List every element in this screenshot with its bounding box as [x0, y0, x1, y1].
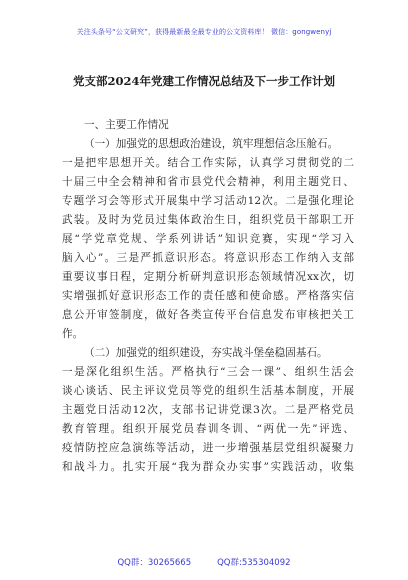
- section-heading: （一）加强党的思想政治建设，筑牢理想信念压舱石。: [84, 138, 339, 150]
- paragraph-line: 重要议事日程，定期分析研判意识形态领域情况xx次，切: [62, 271, 354, 283]
- paragraph-line: 主题党日活动12次，支部书记讲党课3次。二是严格党员: [62, 404, 354, 416]
- paragraph-line: 十届三中全会精神和省市县党代会精神，利用主题党日、: [62, 176, 354, 188]
- paragraph-line: 实增强抓好意识形态工作的责任感和使命感。严格落实信: [62, 290, 354, 302]
- paragraph-line: 武装。及时为党员过集体政治生日，组织党员干部职工开: [62, 214, 354, 226]
- paragraph-line: 和战斗力。扎实开展“我为群众办实事”实践活动，收集: [62, 461, 354, 473]
- document-body: [62, 116, 354, 477]
- section-heading: 一、主要工作情况: [84, 119, 169, 131]
- footer-qq-group-1: QQ群：30265665: [117, 558, 192, 568]
- section-heading: （二）加强党的组织建设，夯实战斗堡垒稳固基石。: [84, 347, 328, 359]
- header-note: 关注头条号“公文研究”，获得最新最全最专业的公文资料库！ 微信：gongwenyj: [76, 28, 332, 36]
- document-title: 党支部2024年党建工作情况总结及下一步工作计划: [72, 74, 335, 88]
- paragraph-line: 谈心谈话、民主评议党员等党的组织生活基本制度，开展: [62, 385, 354, 397]
- paragraph-line: 作。: [62, 328, 84, 340]
- paragraph-line: 一是深化组织生活。严格执行“三会一课”、组织生活会: [62, 366, 354, 378]
- paragraph-line: 息公开审签制度，做好各类宣传平台信息发布审核把关工: [62, 309, 354, 321]
- footer-note: [0, 556, 408, 568]
- paragraph-line: 专题学习会等形式开展集中学习活动12次。二是强化理论: [62, 195, 354, 207]
- paragraph-line: 展“学党章党规、学系列讲话”知识竞赛，实现“学习入: [62, 233, 354, 245]
- paragraph-line: 一是把牢思想开关。结合工作实际，认真学习贯彻党的二: [62, 157, 354, 169]
- paragraph-line: 教育管理。组织开展党员春训冬训、“两优一先”评选、: [62, 423, 354, 435]
- paragraph-line: 脑入心”。三是严抓意识形态。将意识形态工作纳入支部: [62, 252, 354, 264]
- paragraph-line: 疫情防控应急演练等活动，进一步增强基层党组织凝聚力: [62, 442, 354, 454]
- footer-qq-group-2: QQ群:535304092: [217, 558, 291, 568]
